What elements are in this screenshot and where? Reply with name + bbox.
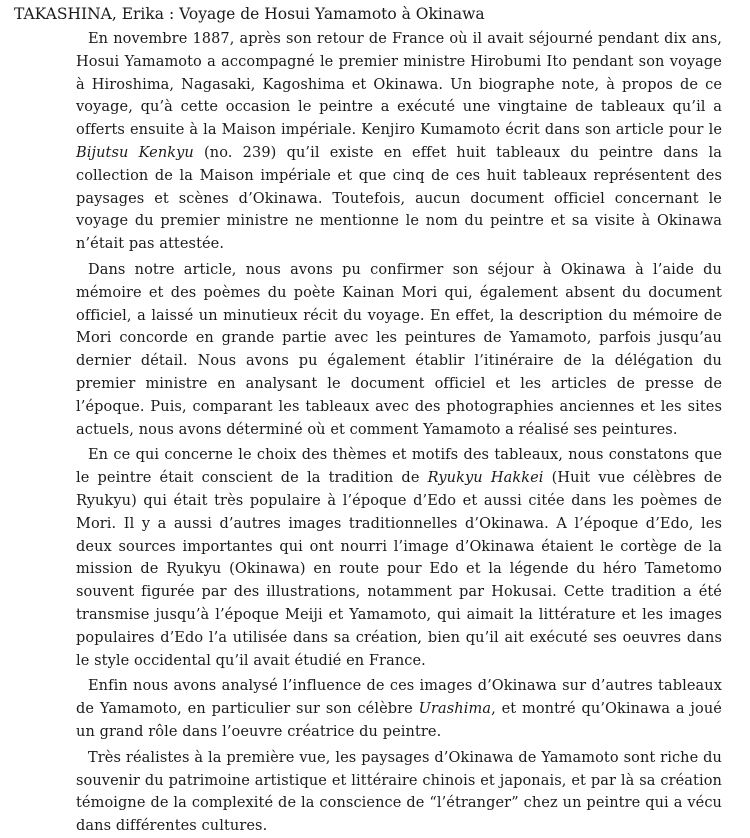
text-run: En novembre 1887, après son retour de France où il avait séjourné pendant dix ans, Hosui Yamamoto a accompagné le premier ministre Hirobumi Ito pendant son voyage à Hiroshima, Nagasaki, Kagoshima et Okinawa. Un biographe note, à propos de ce voyage, qu’à cette occasion le peintre a exécuté une vingtaine de tableaux qu’il a offerts ensuite à la Maison impériale. Kenjiro Kumamoto écrit dans son article pour le	[76, 31, 722, 139]
text-run: Très réalistes à la première vue, les paysages d’Okinawa de Yamamoto sont riche du souvenir du patrimoine artistique et littéraire chinois et japonais, et par là sa création témoigne de la complexité de la conscience de “l’étranger” chez un peintre qui a vécu dans différentes cultures.	[76, 749, 722, 835]
italic-term-urashima: Urashima	[418, 701, 492, 718]
article-header	[14, 4, 485, 24]
text-run: Enfin nous avons analysé l’influence de ces images d’Okinawa sur d’autres tableaux de Yamamoto, en particulier sur son célèbre	[76, 678, 722, 718]
text-run: (Huit vue célèbres de Ryukyu) qui était très populaire à l’époque d’Edo et aussi citée dans les poèmes de Mori. Il y a aussi d’autres images traditionnelles d’Okinawa. A l’époque d’Edo, les deux sources importantes qui ont nourri l’image d’Okinawa étaient le cortège de la mission de Ryukyu (Okinawa) en route pour Edo et la légende du héro Tametomo souvent figurée par des illustrations, notamment par Hokusai. Cette tradition a été transmise jusqu’à l’époque Meiji et Yamamoto, qui aimait la littérature et les images populaires d’Edo l’a utilisée dans sa création, bien qu’il ait exécuté ses oeuvres dans le style occidental qu’il avait étudié en France.	[76, 470, 722, 669]
author-name: TAKASHINA, Erika	[14, 5, 165, 23]
text-run: , et montré qu’Okinawa a joué un grand rôle dans l’oeuvre créatrice du peintre.	[76, 701, 722, 740]
paragraph-4	[76, 675, 722, 743]
paragraph-5	[76, 747, 722, 838]
text-run: Dans notre article, nous avons pu confirmer son séjour à Okinawa à l’aide du mémoire et des poèmes du poète Kainan Mori qui, également absent du document officiel, a laissé un minutieux récit du voyage. En effet, la description du mémoire de Mori concorde en grande partie avec les peintures de Yamamoto, parfois jusqu’au dernier détail. Nous avons pu également établir l’itinéraire de la délégation du premier ministre en analysant le document officiel et les articles de presse de l’époque. Puis, comparant les tableaux avec des photographies anciennes et les sites actuels, nous avons déterminé où et comment Yamamoto a réalisé ses peintures.	[76, 261, 722, 438]
italic-term-bijutsu-kenkyu: Bijutsu Kenkyu	[76, 144, 194, 161]
paragraph-2	[76, 259, 722, 441]
article-body	[76, 28, 722, 838]
header-separator: :	[164, 5, 180, 23]
paragraph-3	[76, 444, 722, 672]
italic-term-ryukyu-hakkei: Ryukyu Hakkei	[427, 470, 544, 487]
article-title: Voyage de Hosui Yamamoto à Okinawa	[179, 5, 485, 23]
text-run: (no. 239) qu’il existe en effet huit tableaux du peintre dans la collection de la Maison impériale et que cinq de ces huit tableaux représentent des paysages et scènes d’Okinawa. Toutefois, aucun document officiel concernant le voyage du premier ministre ne mentionne le nom du peintre et sa visite à Okinawa n’était pas attestée.	[76, 144, 722, 253]
text-run: En ce qui concerne le choix des thèmes et motifs des tableaux, nous constatons que le peintre était conscient de la tradition de	[76, 447, 722, 487]
paragraph-1	[76, 28, 722, 256]
